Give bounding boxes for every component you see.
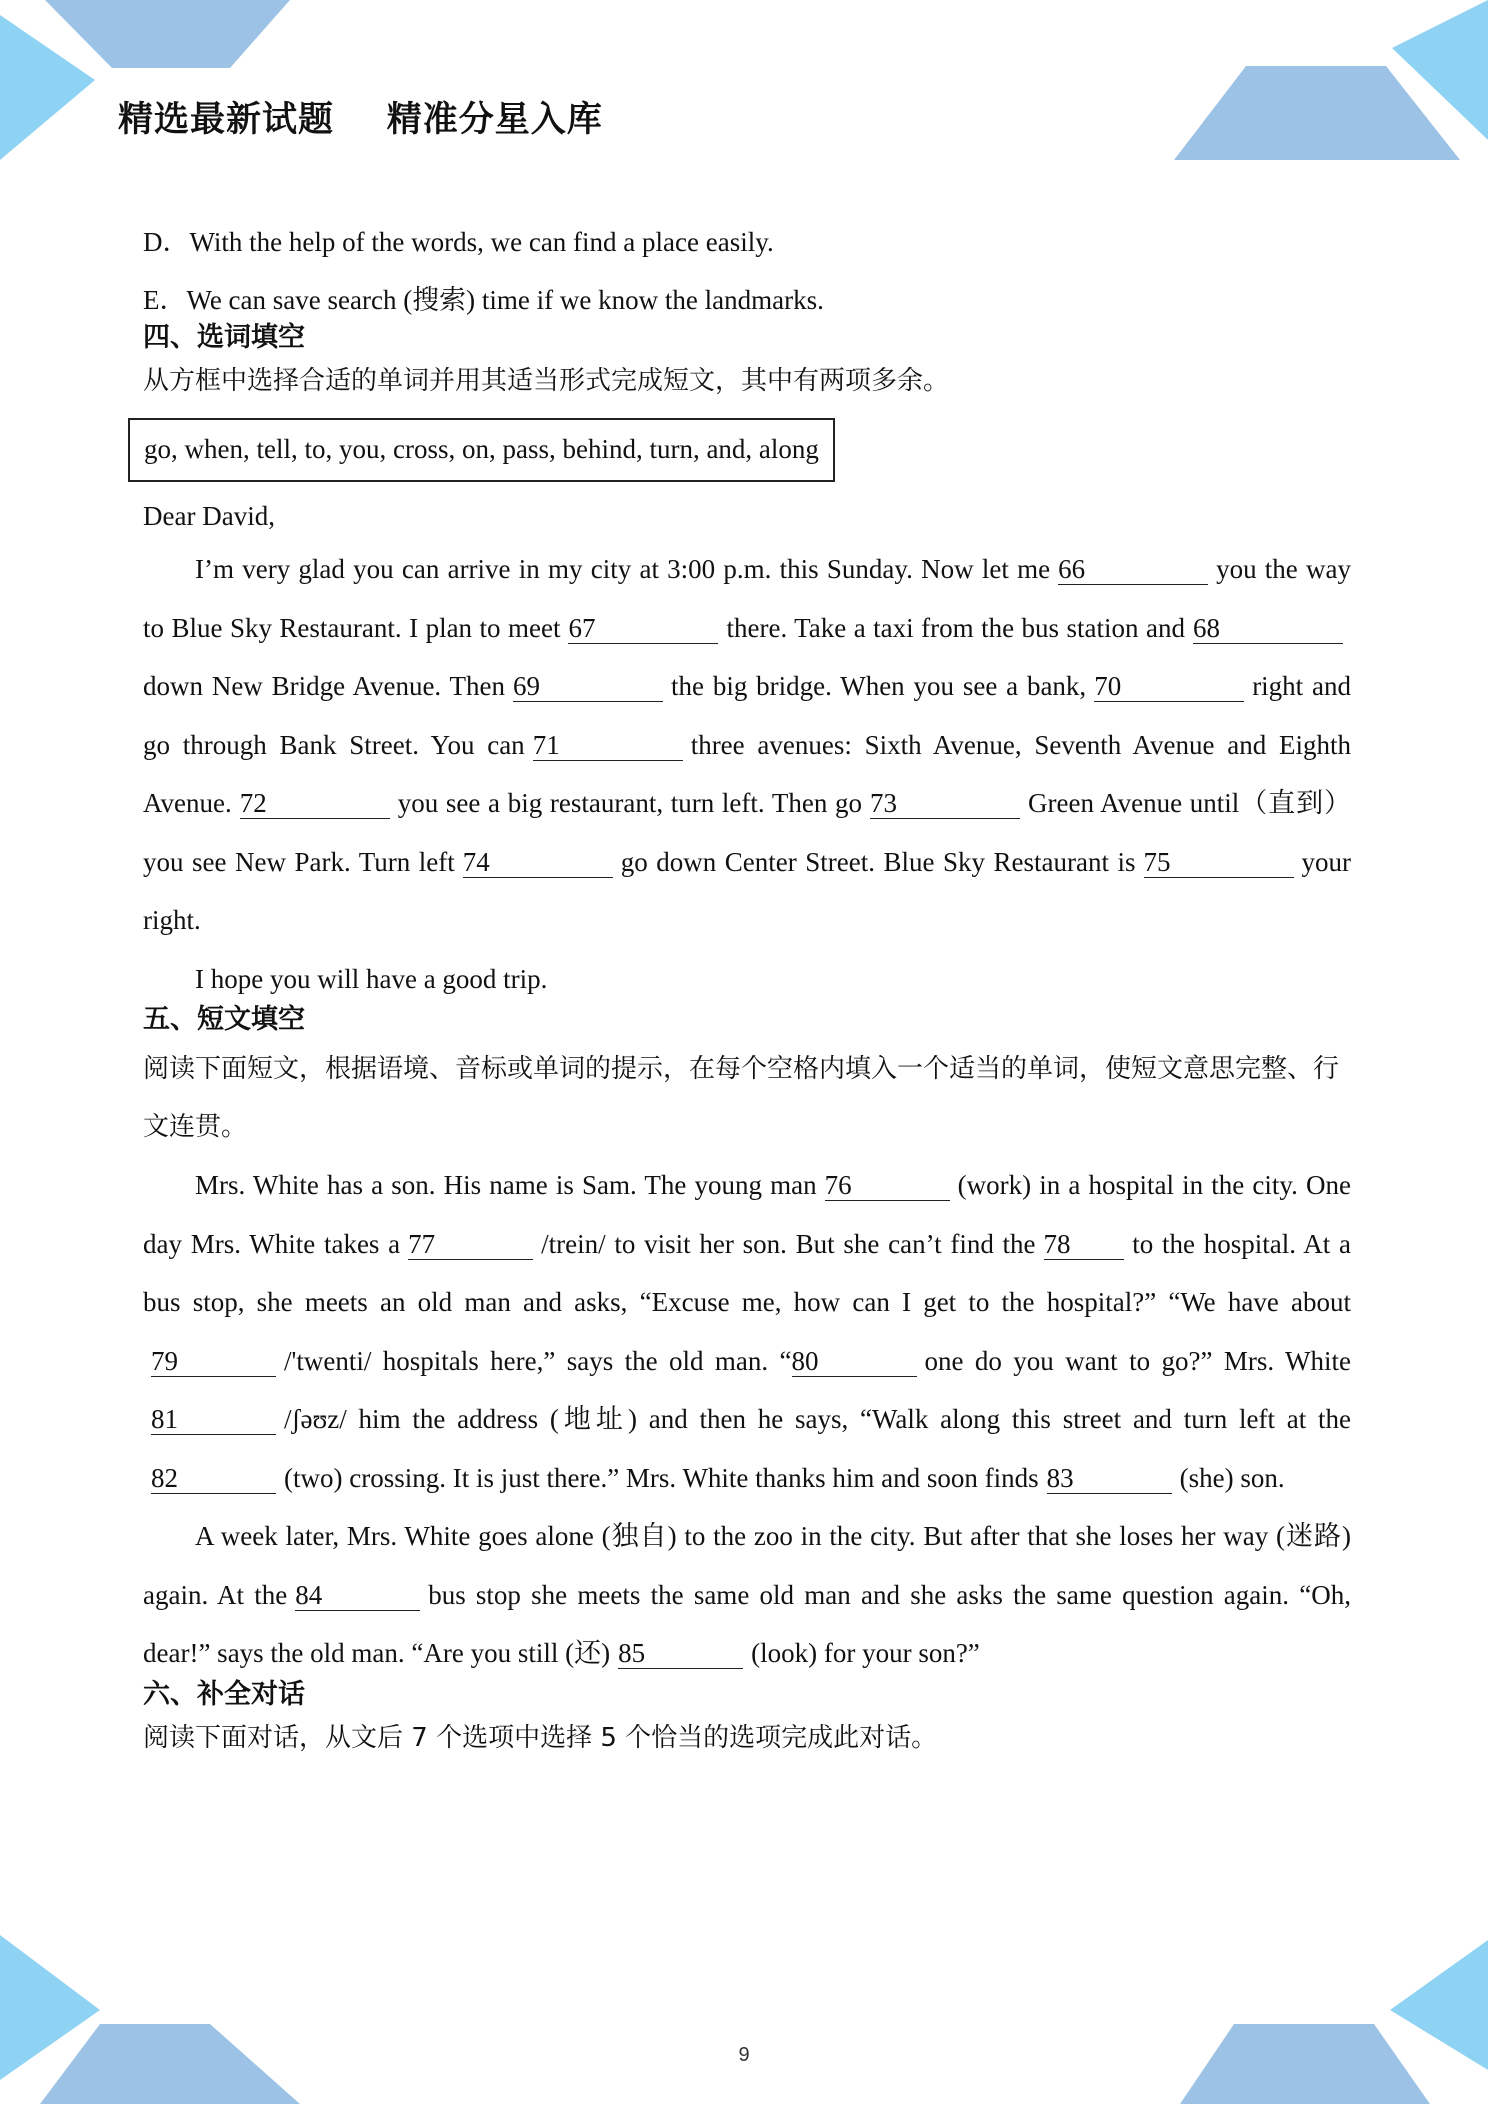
text-segment: three avenues: Sixth Avenue, Seventh Avenue and Eighth Avenue. (143, 729, 1351, 818)
blank-81: 81 (151, 1404, 276, 1435)
section5-heading: 五、短文填空 (143, 1004, 305, 1035)
blank-78: 78 (1044, 1229, 1124, 1260)
section4-instruction: 从方框中选择合适的单词并用其适当形式完成短文，其中有两项多余。 (143, 366, 950, 396)
text-segment: Mrs. White has a son. His name is Sam. The young man (195, 1170, 817, 1200)
blank-84: 84 (295, 1580, 420, 1611)
blank-67: 67 (568, 613, 718, 644)
section5-instruction: 阅读下面短文，根据语境、音标或单词的提示，在每个空格内填入一个适当的单词，使短文意思完整、行文连贯。 (143, 1054, 1340, 1142)
text-segment: (look) for your son?” (751, 1638, 980, 1668)
option-d: D．With the help of the words, we can find a place easily. (143, 227, 774, 257)
text-segment: down New Bridge Avenue. Then (143, 671, 505, 701)
passage-paragraph-1 (143, 1156, 1351, 1507)
blank-79: 79 (151, 1346, 276, 1377)
text-segment: there. Take a taxi from the bus station and (726, 612, 1185, 643)
text-segment: /trein/ to visit her son. But she can’t find the (541, 1228, 1036, 1259)
top-right-corner-decoration (1170, 0, 1488, 170)
passage-paragraph-2 (143, 1507, 1351, 1683)
text-segment: to the hospital. At a bus stop, she meets an old man and asks, “Excuse me, how can I get to the hospital?” “We have about (143, 1228, 1351, 1317)
section6-heading: 六、补全对话 (143, 1678, 305, 1710)
blank-69: 69 (513, 671, 663, 702)
letter-greeting: Dear David, (143, 501, 275, 531)
word-box: go, when, tell, to, you, cross, on, pass, behind, turn, and, along (128, 418, 835, 482)
text-segment: Green Avenue until（直到）you see New Park. Turn left (143, 788, 1351, 877)
text-segment: /ʃəʊz/ him the address (地址) and then he says, “Walk along this street and turn left at the (284, 1404, 1351, 1434)
text-segment: one do you want to go?” Mrs. White (924, 1345, 1351, 1376)
blank-77: 77 (408, 1229, 533, 1260)
text-segment: (she) son. (1179, 1462, 1285, 1493)
blank-76: 76 (825, 1170, 950, 1201)
blank-82: 82 (151, 1463, 276, 1494)
text-segment: (work) in a hospital in the city. One day Mrs. White takes a (143, 1170, 1351, 1259)
text-segment: A week later, Mrs. White goes alone (独自) to the zoo in the city. But after that she loses her way (迷路) again. At the (143, 1521, 1351, 1610)
blank-83: 83 (1047, 1463, 1172, 1494)
text-segment: you see a big restaurant, turn left. Then go (397, 788, 862, 818)
blank-72: 72 (240, 788, 390, 819)
letter-closing: I hope you will have a good trip. (195, 963, 548, 994)
bottom-left-corner-decoration (0, 1930, 310, 2104)
blank-75: 75 (1144, 847, 1294, 878)
text-segment: /'twenti/ hospitals here,” says the old man. “ (284, 1345, 792, 1376)
blank-66: 66 (1058, 554, 1208, 585)
text-segment: the big bridge. When you see a bank, (671, 671, 1087, 701)
letter-paragraph (143, 540, 1351, 950)
blank-85: 85 (618, 1638, 743, 1669)
blank-80: 80 (792, 1346, 917, 1377)
section4-heading: 四、选词填空 (143, 322, 305, 353)
text-segment: (two) crossing. It is just there.” Mrs. White thanks him and soon finds (284, 1462, 1039, 1493)
option-e: E．We can save search (搜索) time if we know the landmarks. (143, 285, 824, 315)
blank-71: 71 (533, 730, 683, 761)
blank-70: 70 (1094, 671, 1244, 702)
section6-instruction: 阅读下面对话，从文后 7 个选项中选择 5 个恰当的选项完成此对话。 (143, 1722, 938, 1753)
text-segment: right and go through Bank Street. You can (143, 671, 1351, 760)
page-number: 9 (738, 2044, 750, 2066)
header-title: 精选最新试题 精准分星入库 (118, 100, 603, 140)
text-segment: go down Center Street. Blue Sky Restaurant is (620, 846, 1136, 877)
top-left-corner-decoration (0, 0, 300, 170)
blank-68: 68 (1193, 613, 1343, 644)
text-segment: bus stop she meets the same old man and she asks the same question again. “Oh, dear!” says the old man. “Are you still (还) (143, 1579, 1351, 1668)
blank-74: 74 (463, 847, 613, 878)
bottom-right-corner-decoration (1180, 1930, 1488, 2104)
page-content (143, 222, 1351, 1761)
text-segment: your right. (143, 846, 1351, 935)
blank-73: 73 (870, 788, 1020, 819)
text-segment: you the way to Blue Sky Restaurant. I plan to meet (143, 554, 1351, 643)
text-segment: I’m very glad you can arrive in my city at 3:00 p.m. this Sunday. Now let me (195, 554, 1051, 584)
